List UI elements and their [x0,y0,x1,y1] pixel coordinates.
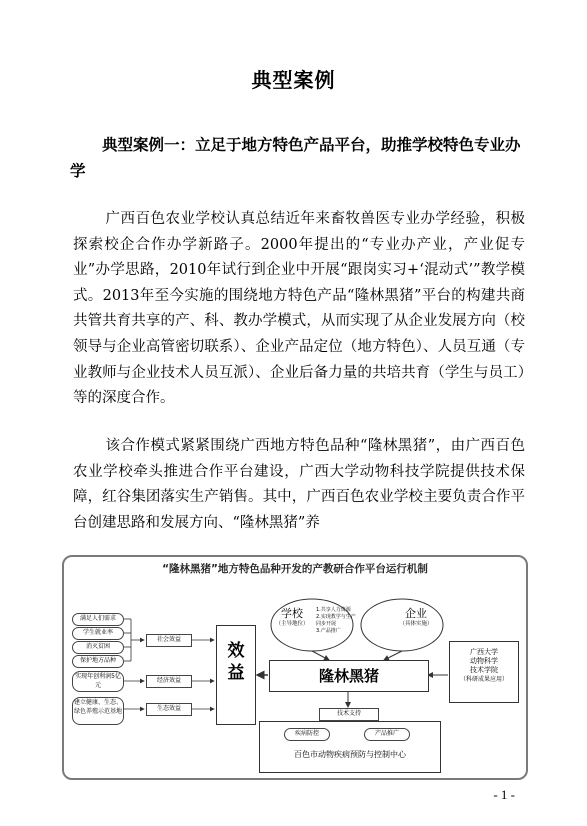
benefit-summary-text: 效益 [227,641,245,683]
page-number: - 1 - [493,787,515,802]
eco-benefit-box: 生态效益 [146,703,192,716]
left-item: 建立健康、生态、绿色养殖示范基地 [72,697,124,725]
page-title: 典型案例 [251,68,336,92]
cooperation-items [316,607,368,635]
case-subtitle [70,132,525,184]
university-line: 动物科学 [470,657,498,665]
product-promotion-tag: 产品推广 [364,728,410,741]
enterprise-label: 企业 [405,607,427,620]
center-org-box [259,721,441,773]
cooperation-item: 3.产品推广 [316,628,341,634]
university-role: （科研成果应用） [459,676,508,683]
university-box [449,641,519,703]
cooperation-item: 同步开展 [316,621,337,627]
center-product-box: 隆林黑猪 [269,660,429,692]
paragraph-1 [73,207,525,412]
disease-control-tag: 疾病防控 [284,728,330,741]
left-item: 满足人们需求 [72,613,124,626]
university-line: 技术学院 [470,666,498,674]
economic-benefit-box: 经济效益 [146,675,192,688]
university-line: 广西大学 [470,648,498,656]
benefit-summary-box [216,625,256,725]
left-item: 消灭贫困 [72,641,124,654]
cooperation-item: 1.共享人力资源 [316,607,351,613]
tech-support-box: 技术支持 [319,708,379,721]
school-label: 学校 [281,607,303,620]
enterprise-node [390,607,442,628]
case-subtitle-text: 典型案例一：立足于地方特色产品平台，助推学校特色专业办学 [70,135,521,180]
school-role: （主导地位） [275,621,309,627]
mechanism-diagram [62,555,528,780]
left-item: 学生就业率 [72,627,124,640]
cooperation-item: 2.实现教学与生产 [316,614,356,620]
paragraph-1-text: 广西百色农业学校认真总结近年来畜牧兽医专业办学经验，积极探索校企合作办学新路子。2000年提出的“专业办产业，产业促专业”办学思路，2010年试行到企业中开展“跟岗实习+‘混动式’”教学模式。2013年至今实施的围绕地方特色产品“隆林黑猪”平台的构建共商共管共育共享的产、科、教办学模式，从而实现了从企业发展方向（校领导与企业高管密切联系）、企业产品定位（地方特色）、人员互通（专业教师与企业技术人员互派）、企业后备力量的共培共育（学生与员工）等的深度合作。 [73,211,525,407]
school-node [272,607,312,628]
paragraph-2-text: 该合作模式紧紧围绕广西地方特色品种“隆林黑猪”，由广西百色农业学校牵头推进合作平台建设，广西大学动物科技学院提供技术保障，红谷集团落实生产销售。其中，广西百色农业学校主要负责合作平台创建思路和发展方向、“隆林黑猪”养 [73,438,525,531]
diagram-title: “隆林黑猪”地方特色品种开发的产教研合作平台运行机制 [162,563,428,575]
paragraph-2 [73,434,525,536]
left-item: 保护地方品种 [72,655,124,668]
enterprise-role: （具体实施） [399,621,433,627]
left-item: 实现年创利润5亿元 [72,671,124,692]
social-benefit-box: 社会效益 [146,634,192,647]
center-org-label: 百色市动物疾病预防与控制中心 [294,750,406,759]
